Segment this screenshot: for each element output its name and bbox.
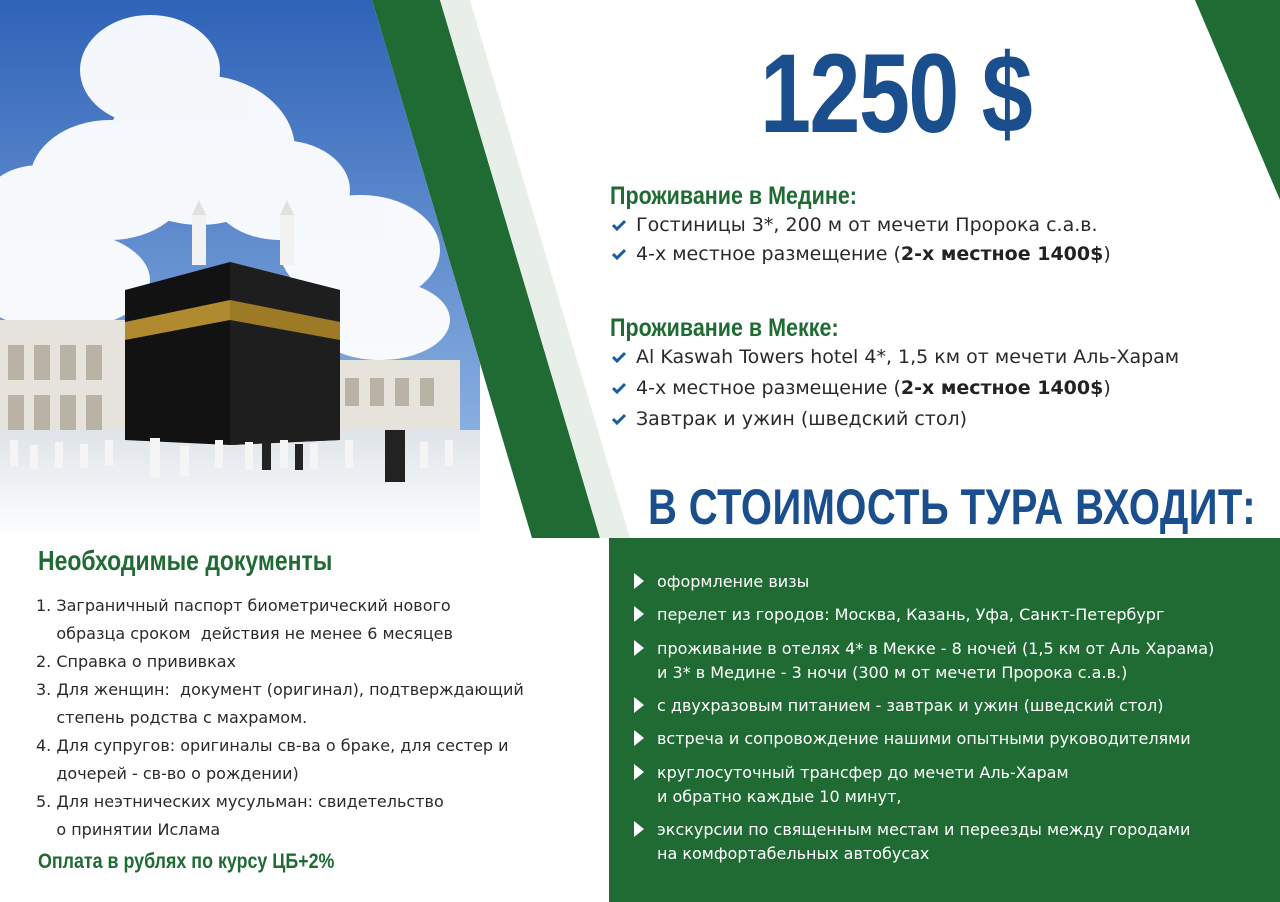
included-item: экскурсии по священным местам и переезды между городами на комфортабельных автобусах xyxy=(634,818,1190,866)
mecca-item-2: 4-х местное размещение ( 2-х местное 1400$ ) xyxy=(612,377,1111,399)
included-item: с двухразовым питанием - завтрак и ужин (шведский стол) xyxy=(634,694,1164,718)
triangle-bullet-icon xyxy=(634,606,644,622)
included-item: проживание в отелях 4* в Мекке - 8 ночей (1,5 км от Аль Харама) и 3* в Медине - 3 ночи (300 м от мечети Пророка с.а.в.) xyxy=(634,637,1214,685)
mecca-item-3: Завтрак и ужин (шведский стол) xyxy=(612,408,967,430)
triangle-bullet-icon xyxy=(634,730,644,746)
medina-item-1: Гостиницы 3*, 200 м от мечети Пророка с.а.в. xyxy=(612,214,1098,236)
medina-title: Проживание в Медине: xyxy=(610,182,857,210)
included-item: оформление визы xyxy=(634,570,809,594)
triangle-bullet-icon xyxy=(634,821,644,837)
triangle-bullet-icon xyxy=(634,573,644,589)
mecca-title: Проживание в Мекке: xyxy=(610,314,839,342)
mecca-item-1: Al Kaswah Towers hotel 4*, 1,5 км от мечети Аль-Харам xyxy=(612,346,1179,368)
triangle-bullet-icon xyxy=(634,640,644,656)
check-icon xyxy=(612,243,628,265)
included-title: В СТОИМОСТЬ ТУРА ВХОДИТ: xyxy=(648,479,1256,535)
triangle-bullet-icon xyxy=(634,764,644,780)
document-item: 1. Заграничный паспорт биометрический нового образца сроком действия не менее 6 месяцев xyxy=(36,596,453,643)
kaaba-photo xyxy=(0,0,480,540)
payment-note: Оплата в рублях по курсу ЦБ+2% xyxy=(38,850,335,873)
included-item: круглосуточный трансфер до мечети Аль-Харам и обратно каждые 10 минут, xyxy=(634,761,1069,809)
included-item: перелет из городов: Москва, Казань, Уфа, Санкт-Петербург xyxy=(634,603,1164,627)
document-item: 3. Для женщин: документ (оригинал), подтверждающий степень родства с махрамом. xyxy=(36,680,524,727)
document-item: 4. Для супругов: оригиналы св-ва о браке, для сестер и дочерей - св-во о рождении) xyxy=(36,736,509,783)
check-icon xyxy=(612,214,628,236)
document-item: 5. Для неэтнических мусульман: свидетельство о принятии Ислама xyxy=(36,792,444,839)
triangle-bullet-icon xyxy=(634,697,644,713)
documents-title: Необходимые документы xyxy=(38,545,333,576)
included-item: встреча и сопровождение нашими опытными руководителями xyxy=(634,727,1191,751)
medina-item-2: 4-х местное размещение ( 2-х местное 1400$ ) xyxy=(612,243,1111,265)
check-icon xyxy=(612,377,628,399)
tour-price: 1250 $ xyxy=(760,31,1032,156)
check-icon xyxy=(612,408,628,430)
document-item: 2. Справка о прививках xyxy=(36,652,237,671)
check-icon xyxy=(612,346,628,368)
